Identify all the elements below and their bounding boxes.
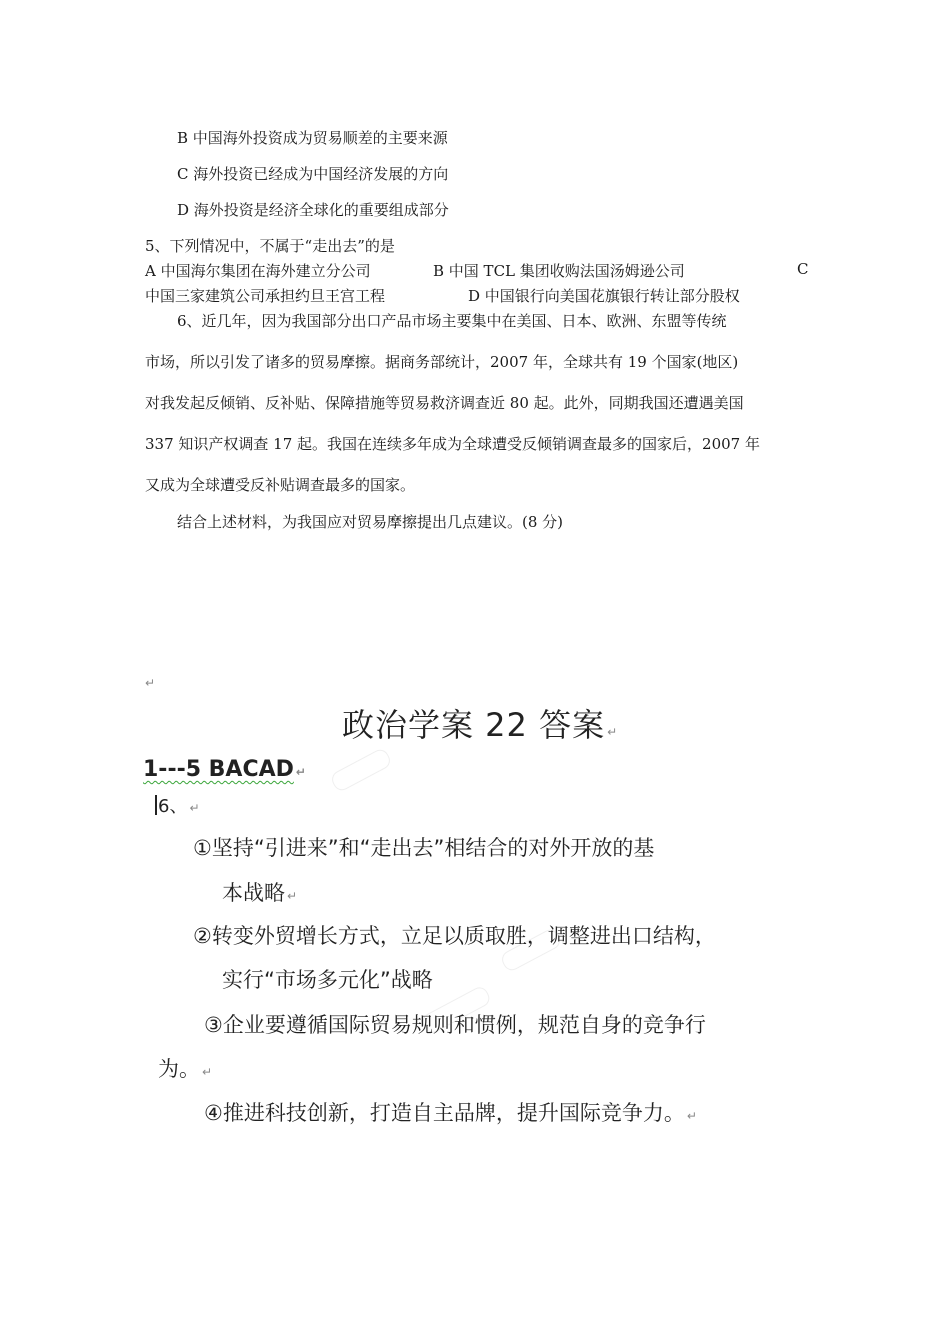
question-6-line-4: 337 知识产权调查 17 起。我国在连续多年成为全球遭受反倾销调查最多的国家后，2007 年 <box>145 435 760 453</box>
answer-item-1-cont-text: 本战略 <box>222 881 285 905</box>
answer-item-2-cont: 实行“市场多元化”战略 <box>222 968 433 992</box>
watermark-logo-icon <box>329 747 393 794</box>
question-6-line-5: 又成为全球遭受反补贴调查最多的国家。 <box>145 476 416 494</box>
answer-6-label-text: 6、 <box>158 796 188 817</box>
question-6-line-3: 对我发起反倾销、反补贴、保障措施等贸易救济调查近 80 起。此外，同期我国还遭遇美国 <box>145 394 744 412</box>
question-5-option-d: D 中国银行向美国花旗银行转让部分股权 <box>468 287 740 305</box>
answer-item-3: ③企业要遵循国际贸易规则和惯例，规范自身的竞争行 <box>204 1013 706 1037</box>
paragraph-mark-icon: ↵ <box>145 676 156 690</box>
answer-item-1: ①坚持“引进来”和“走出去”相结合的对外开放的基 <box>193 836 655 860</box>
answer-item-1-cont <box>222 877 297 907</box>
answer-item-2: ②转变外贸增长方式，立足以质取胜，调整进出口结构， <box>193 924 716 948</box>
paragraph-mark-icon: ↵ <box>607 725 619 739</box>
question-6-line-2: 市场，所以引发了诸多的贸易摩擦。据商务部统计，2007 年，全球共有 19 个国家(地区) <box>145 353 739 371</box>
question-5-option-a: A 中国海尔集团在海外建立分公司 <box>145 262 371 280</box>
paragraph-mark-icon: ↵ <box>295 765 306 779</box>
answer-title-text: 政治学案 22 答案 <box>342 706 606 744</box>
paragraph-mark-icon: ↵ <box>686 1109 697 1123</box>
option-c: C 海外投资已经成为中国经济发展的方向 <box>177 165 449 183</box>
option-d: D 海外投资是经济全球化的重要组成部分 <box>177 201 449 219</box>
paragraph-mark-icon: ↵ <box>287 889 298 903</box>
question-5-stem: 5、下列情况中，不属于“走出去”的是 <box>145 237 395 255</box>
paragraph-mark-icon: ↵ <box>189 801 200 815</box>
option-b: B 中国海外投资成为贸易顺差的主要来源 <box>177 129 448 147</box>
question-5-option-b: B 中国 TCL 集团收购法国汤姆逊公司 <box>433 262 685 280</box>
answer-6-label <box>155 792 200 818</box>
question-5-option-c-letter: C <box>797 260 809 278</box>
answer-item-4 <box>204 1097 697 1127</box>
answer-key-text: 1---5 BACAD <box>143 757 294 782</box>
text-cursor <box>155 795 157 815</box>
paragraph-mark-icon: ↵ <box>202 1065 213 1079</box>
answer-item-3-cont-text: 为。 <box>158 1057 200 1081</box>
question-6-prompt: 结合上述材料，为我国应对贸易摩擦提出几点建议。(8 分) <box>177 513 564 531</box>
answer-item-4-text: ④推进科技创新，打造自主品牌，提升国际竞争力。 <box>204 1101 685 1125</box>
answer-key-1-5 <box>143 757 306 782</box>
answer-item-3-cont <box>158 1053 212 1083</box>
question-6-line-1: 6、近几年，因为我国部分出口产品市场主要集中在美国、日本、欧洲、东盟等传统 <box>177 312 727 330</box>
question-5-option-c: 中国三家建筑公司承担约旦王宫工程 <box>145 287 386 305</box>
answer-title <box>342 700 618 746</box>
